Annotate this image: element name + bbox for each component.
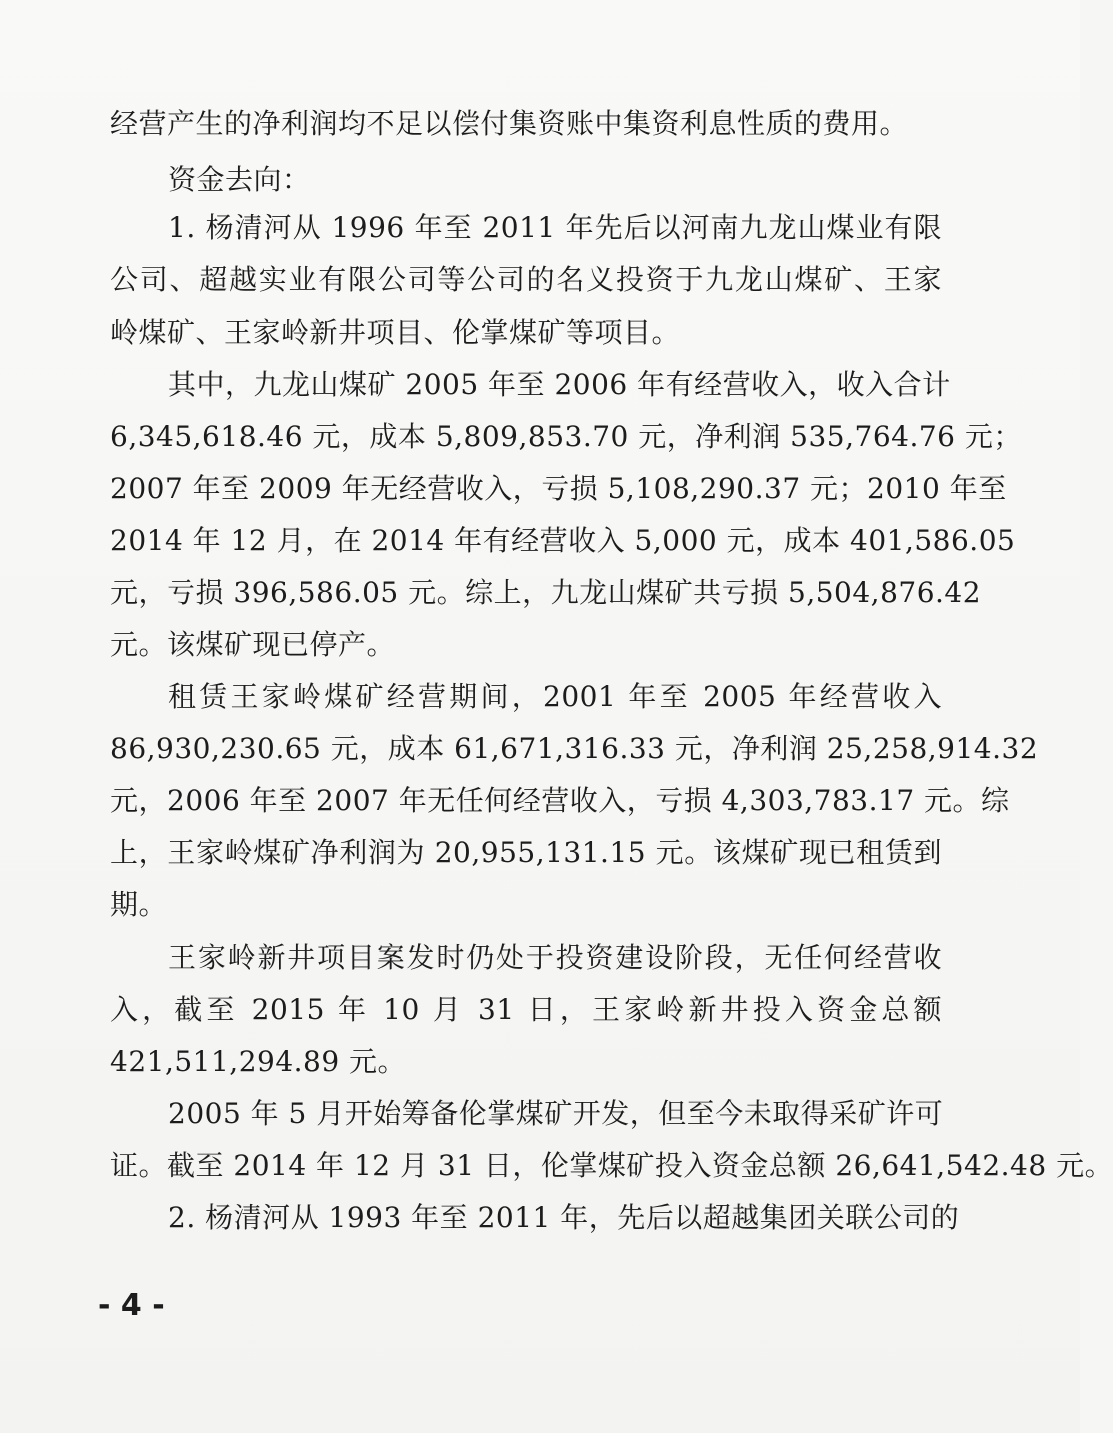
page-number: - 4 - xyxy=(98,1288,165,1323)
text-line: 421,511,294.89 元。 xyxy=(110,1045,407,1078)
text-line: 其中，九龙山煤矿 2005 年至 2006 年有经营收入，收入合计 xyxy=(168,368,951,401)
text-line: 租赁王家岭煤矿经营期间，2001 年至 2005 年经营收入 xyxy=(168,680,942,713)
text-line: 经营产生的净利润均不足以偿付集资账中集资利息性质的费用。 xyxy=(110,107,909,140)
text-line: 证。截至 2014 年 12 月 31 日，伦掌煤矿投入资金总额 26,641,542.48 元。 xyxy=(110,1149,1113,1182)
text-line: 2007 年至 2009 年无经营收入，亏损 5,108,290.37 元；2010 年至 xyxy=(110,472,1007,505)
text-line: 期。 xyxy=(110,888,168,921)
text-line: 入，截至 2015 年 10 月 31 日，王家岭新井投入资金总额 xyxy=(110,993,942,1026)
text-line: 资金去向： xyxy=(168,163,311,196)
text-line: 岭煤矿、王家岭新井项目、伦掌煤矿等项目。 xyxy=(110,316,681,349)
text-line: 上，王家岭煤矿净利润为 20,955,131.15 元。该煤矿现已租赁到 xyxy=(110,836,942,869)
text-line: 2014 年 12 月，在 2014 年有经营收入 5,000 元，成本 401,586.05 xyxy=(110,524,1016,557)
text-line: 公司、超越实业有限公司等公司的名义投资于九龙山煤矿、王家 xyxy=(110,263,942,296)
text-line: 2005 年 5 月开始筹备伦掌煤矿开发，但至今未取得采矿许可 xyxy=(168,1097,944,1130)
text-line: 86,930,230.65 元，成本 61,671,316.33 元，净利润 25,258,914.32 xyxy=(110,732,1039,765)
text-line: 王家岭新井项目案发时仍处于投资建设阶段，无任何经营收 xyxy=(168,941,942,974)
text-line: 元，2006 年至 2007 年无任何经营收入，亏损 4,303,783.17 元。综 xyxy=(110,784,1010,817)
text-line: 1. 杨清河从 1996 年至 2011 年先后以河南九龙山煤业有限 xyxy=(168,211,942,244)
text-line: 元，亏损 396,586.05 元。综上，九龙山煤矿共亏损 5,504,876.42 xyxy=(110,576,982,609)
text-line: 6,345,618.46 元，成本 5,809,853.70 元，净利润 535,764.76 元； xyxy=(110,420,1022,453)
text-line: 元。该煤矿现已停产。 xyxy=(110,628,396,661)
text-line: 2. 杨清河从 1993 年至 2011 年，先后以超越集团关联公司的 xyxy=(168,1201,960,1234)
